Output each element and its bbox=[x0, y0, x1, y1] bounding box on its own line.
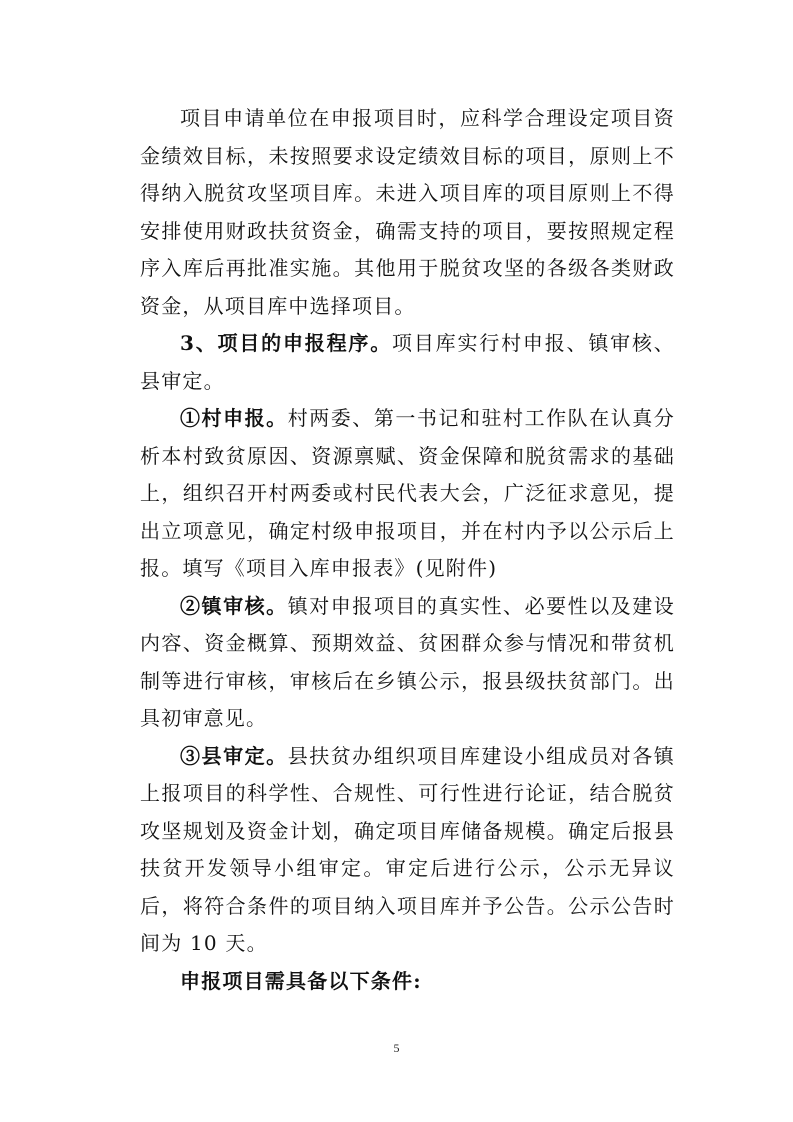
paragraph-performance-targets bbox=[140, 100, 675, 325]
section-heading-procedure: 3、项目的申报程序。 bbox=[180, 331, 393, 355]
paragraph-text: 项目申请单位在申报项目时，应科学合理设定项目资金绩效目标，未按照要求设定绩效目标的项目，原则上不得纳入脱贫攻坚项目库。未进入项目库的项目原则上不得安排使用财政扶贫资金，确需支持的项目，要按照规定程序入库后再批准实施。其他用于脱贫攻坚的各级各类财政资金，从项目库中选择项目。 bbox=[140, 106, 675, 318]
paragraph-text: 项目库实行村申报、镇审核、县审定。 bbox=[140, 331, 675, 393]
paragraph-text: 县扶贫办组织项目库建设小组成员对各镇上报项目的科学性、合规性、可行性进行论证，结合脱贫攻坚规划及资金计划，确定项目库储备规模。确定后报县扶贫开发领导小组审定。审定后进行公示，公示无异议后，将符合条件的项目纳入项目库并予公告。公示公告时间为 10 天。 bbox=[140, 743, 675, 955]
conditions-heading-text: 申报项目需具备以下条件: bbox=[180, 968, 422, 993]
paragraph-conditions-heading bbox=[140, 963, 675, 1001]
step-heading-county: ③县审定。 bbox=[180, 743, 288, 768]
page-number: 5 bbox=[393, 1041, 400, 1055]
step-heading-town: ②镇审核。 bbox=[180, 593, 288, 618]
paragraph-text: 村两委、第一书记和驻村工作队在认真分析本村致贫原因、资源禀赋、资金保障和脱贫需求的基础上，组织召开村两委或村民代表大会，广泛征求意见，提出立项意见，确定村级申报项目，并在村内予以公示后上报。填写《项目入库申报表》(见附件) bbox=[140, 406, 675, 580]
step-heading-village: ①村申报。 bbox=[180, 406, 288, 430]
paragraph-text: 镇对申报项目的真实性、必要性以及建设内容、资金概算、预期效益、贫困群众参与情况和带贫机制等进行审核，审核后在乡镇公示，报县级扶贫部门。出具初审意见。 bbox=[140, 593, 675, 730]
paragraph-county-approval bbox=[140, 738, 675, 963]
paragraph-village-application bbox=[140, 400, 675, 588]
paragraph-application-procedure bbox=[140, 325, 675, 400]
paragraph-town-review bbox=[140, 588, 675, 738]
document-body bbox=[140, 100, 675, 1000]
